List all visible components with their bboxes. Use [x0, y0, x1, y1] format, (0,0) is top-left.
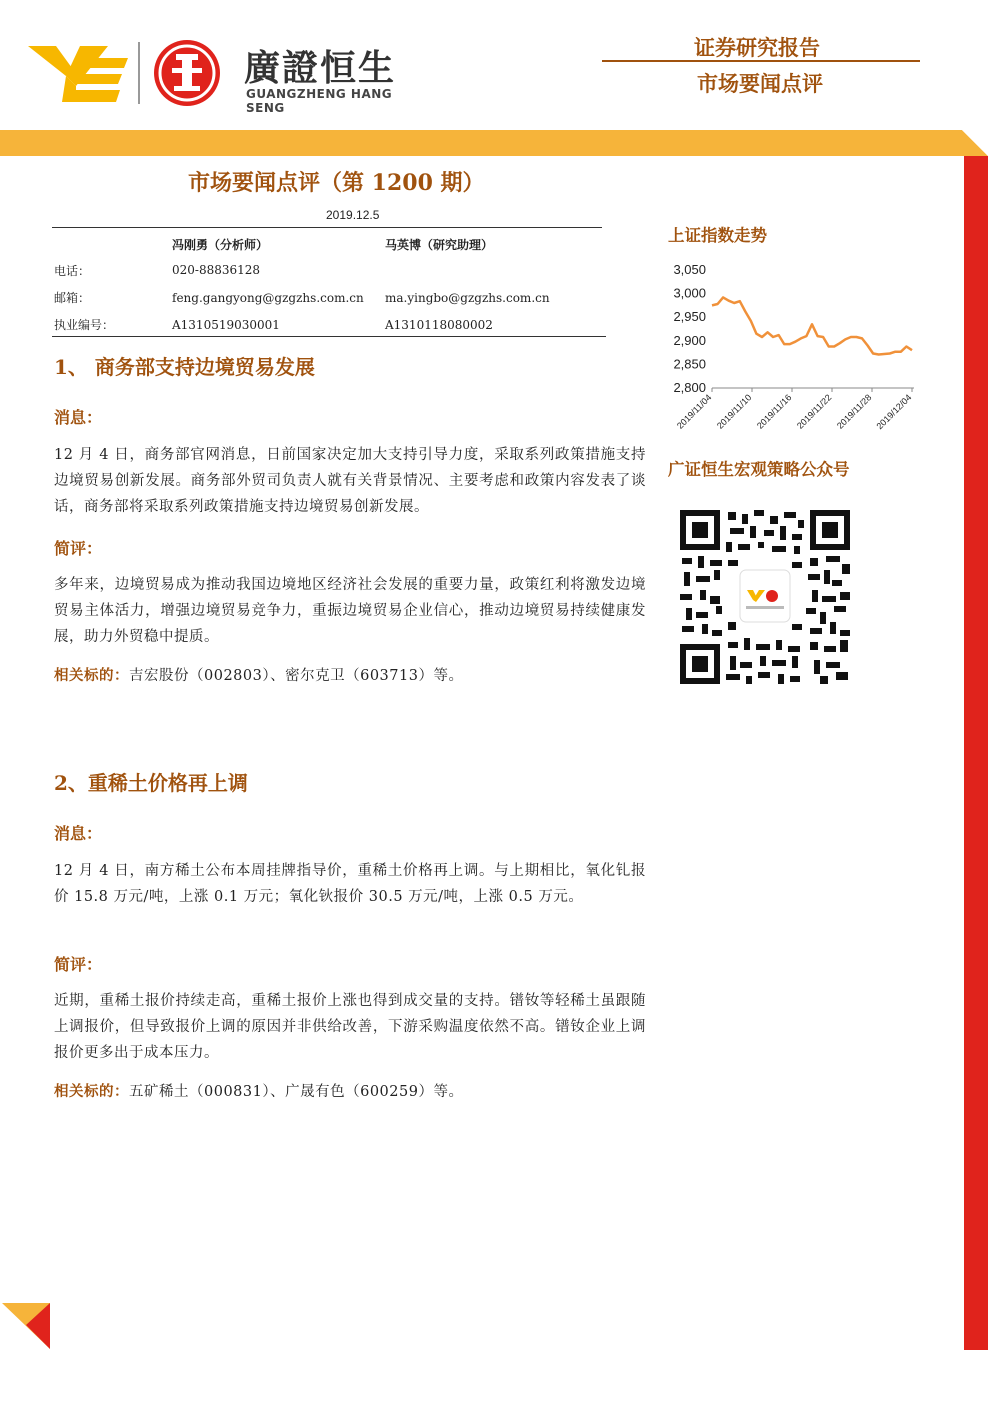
section-2-comment-label: 简评：	[54, 955, 103, 974]
assistant-email[interactable]: ma.yingbo@gzgzhs.com.cn	[385, 291, 550, 305]
x-tick-label: 2019/11/10	[714, 392, 754, 431]
analyst-license: A1310519030001	[172, 318, 280, 332]
right-red-bar	[964, 156, 988, 1350]
section-1-news-label: 消息：	[54, 408, 103, 427]
wechat-qr-code[interactable]	[680, 510, 850, 684]
section-2-related-label: 相关标的：	[54, 1083, 129, 1100]
contact-label-phone: 电话：	[54, 264, 91, 278]
x-tick-label: 2019/11/22	[794, 392, 834, 431]
author-table-rule	[52, 336, 606, 337]
section-2-news-label: 消息：	[54, 824, 103, 843]
section-1-related	[54, 663, 646, 689]
index-line-chart	[660, 258, 922, 438]
logo-english-name: GUANGZHENG HANG SENG	[246, 87, 393, 115]
qr-title: 广证恒生宏观策略公众号	[668, 460, 850, 479]
index-series-line	[712, 297, 912, 354]
section-2-heading: 2、重稀土价格再上调	[54, 771, 248, 795]
section-2-comment: 近期，重稀土报价持续走高，重稀土报价上涨也得到成交量的支持。镨钕等轻稀土虽跟随上调报价，但导致报价上调的原因并非供给改善，下游采购温度依然不高。镨钕企业上调报价更多出于成本压力。	[54, 993, 646, 1061]
section-2-related-stocks: 五矿稀土（000831）、广晟有色（600259）等。	[129, 1084, 464, 1100]
section-2-news: 12 月 4 日，南方稀土公布本周挂牌指导价，重稀土价格再上调。与上期相比，氧化钆报价 15.8 万元/吨，上涨 0.1 万元；氧化钬报价 30.5 万元/吨，上涨 0.5 万元。	[54, 863, 646, 905]
report-date: 2019.12.5	[326, 208, 380, 222]
contact-label-email: 邮箱：	[54, 291, 91, 305]
header-rule	[602, 60, 920, 62]
footer-corner-mark	[2, 1303, 50, 1349]
x-tick-label: 2019/11/28	[834, 392, 874, 431]
hang-seng-seal-icon	[152, 38, 222, 108]
analyst-phone: 020-88836128	[172, 263, 261, 277]
y-tick-label: 2,950	[673, 309, 706, 325]
header-stripe	[0, 130, 992, 156]
title-rule	[52, 227, 602, 228]
analyst-name: 冯刚勇（分析师）	[172, 238, 269, 252]
company-logo	[28, 38, 428, 115]
assistant-name: 马英博（研究助理）	[385, 238, 494, 252]
assistant-license: A1310118080002	[385, 318, 493, 332]
y-tick-label: 2,900	[673, 332, 706, 348]
section-1-comment: 多年来，边境贸易成为推动我国边境地区经济社会发展的重要力量，政策红利将激发边境贸易主体活力，增强边境贸易竞争力，重振边境贸易企业信心，推动边境贸易持续健康发展，助力外贸稳中提质。	[54, 577, 646, 645]
report-title: 市场要闻点评（第 1200 期）	[188, 170, 485, 196]
section-1-news: 12 月 4 日，商务部官网消息，日前国家决定加大支持引导力度，采取系列政策措施支持边境贸易创新发展。商务部外贸司负责人就有关背景情况、主要考虑和政策内容发表了谈话，商务部将采取系列政策措施支持边境贸易创新发展。	[54, 447, 646, 515]
section-1-heading: 1、 商务部支持边境贸易发展	[54, 355, 315, 379]
contact-label-license: 执业编号：	[54, 318, 115, 332]
x-tick-label: 2019/11/16	[754, 392, 794, 431]
section-2-related	[54, 1079, 646, 1105]
section-1-related-stocks: 吉宏股份（002803）、密尔克卫（603713）等。	[129, 668, 464, 684]
chart-title: 上证指数走势	[668, 226, 767, 245]
y-tick-label: 2,800	[673, 380, 706, 395]
analyst-email[interactable]: feng.gangyong@gzgzhs.com.cn	[172, 291, 364, 305]
y-tick-label: 2,850	[673, 356, 706, 372]
x-tick-label: 2019/11/04	[674, 392, 714, 431]
report-type: 证券研究报告	[694, 36, 820, 60]
section-1-related-label: 相关标的：	[54, 667, 129, 684]
logo-chinese-name: 廣證恒生	[244, 48, 397, 89]
ye-logo-mark	[28, 42, 130, 106]
x-tick-label: 2019/12/04	[874, 392, 914, 432]
y-tick-label: 3,000	[673, 285, 706, 301]
y-tick-label: 3,050	[673, 262, 706, 277]
report-series: 市场要闻点评	[697, 72, 823, 96]
section-1-comment-label: 简评：	[54, 539, 103, 558]
